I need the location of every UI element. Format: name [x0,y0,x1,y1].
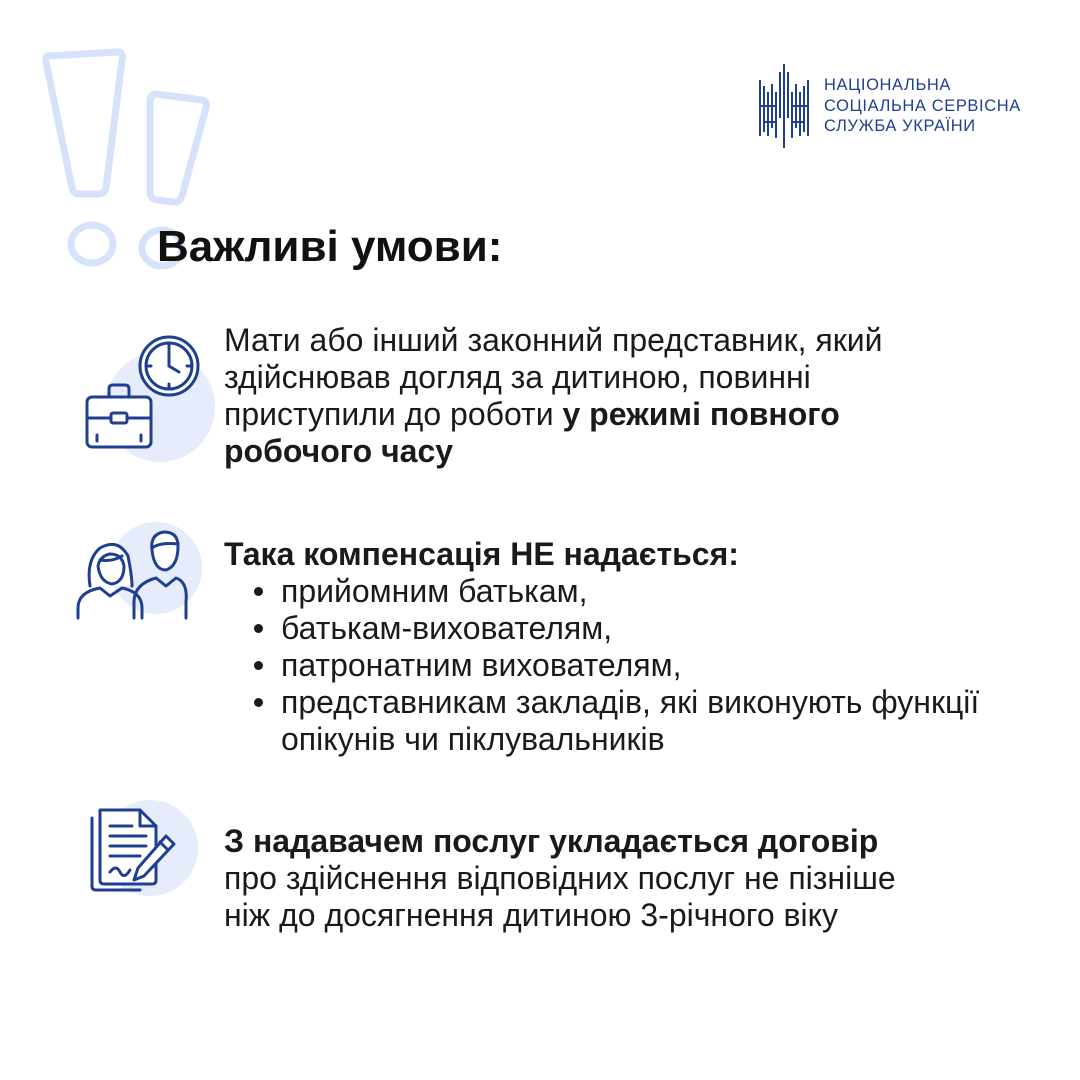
bullet-icon [254,661,263,670]
contract-document-icon [84,800,224,910]
parents-icon [72,520,212,630]
exclusion-list [224,573,1024,758]
item-3-bold: З надавачем послуг укладається договір [224,823,879,859]
bullet-icon [254,587,263,596]
item-3-icon-area [84,800,224,910]
nssu-logo [756,62,1021,150]
bullet-icon [254,698,263,707]
page-title: Важливі умови: [157,222,503,271]
item-1-bold: у режимі повного робочого часу [224,396,840,469]
item-2-text [224,536,1024,758]
briefcase-clock-icon [75,330,215,460]
logo-line-1: НАЦІОНАЛЬНА [824,76,952,95]
item-1-icon-area [75,330,215,460]
list-item: представникам закладів, які виконують функції опікунів чи піклувальників [224,684,981,758]
nssu-emblem-icon [756,62,814,150]
logo-line-3: СЛУЖБА УКРАЇНИ [824,117,976,136]
item-2-icon-area [72,520,212,630]
logo-line-2: СОЦІАЛЬНА СЕРВІСНА [824,96,1021,115]
list-item: прийомним батькам, [224,573,1024,610]
item-2-heading: Така компенсація НЕ надається: [224,536,739,572]
bullet-icon [254,624,263,633]
list-item: патронатним вихователям, [224,647,1024,684]
item-3-text [224,823,984,934]
item-3-regular: про здійснення відповідних послуг не пізніше ніж до досягнення дитиною 3-річного віку [224,860,896,933]
list-item: батькам-вихователям, [224,610,1024,647]
item-1-text [224,322,984,470]
item-1-regular: Мати або інший законний представник, який здійснював догляд за дитиною, повинні приступили до роботи [224,322,883,432]
